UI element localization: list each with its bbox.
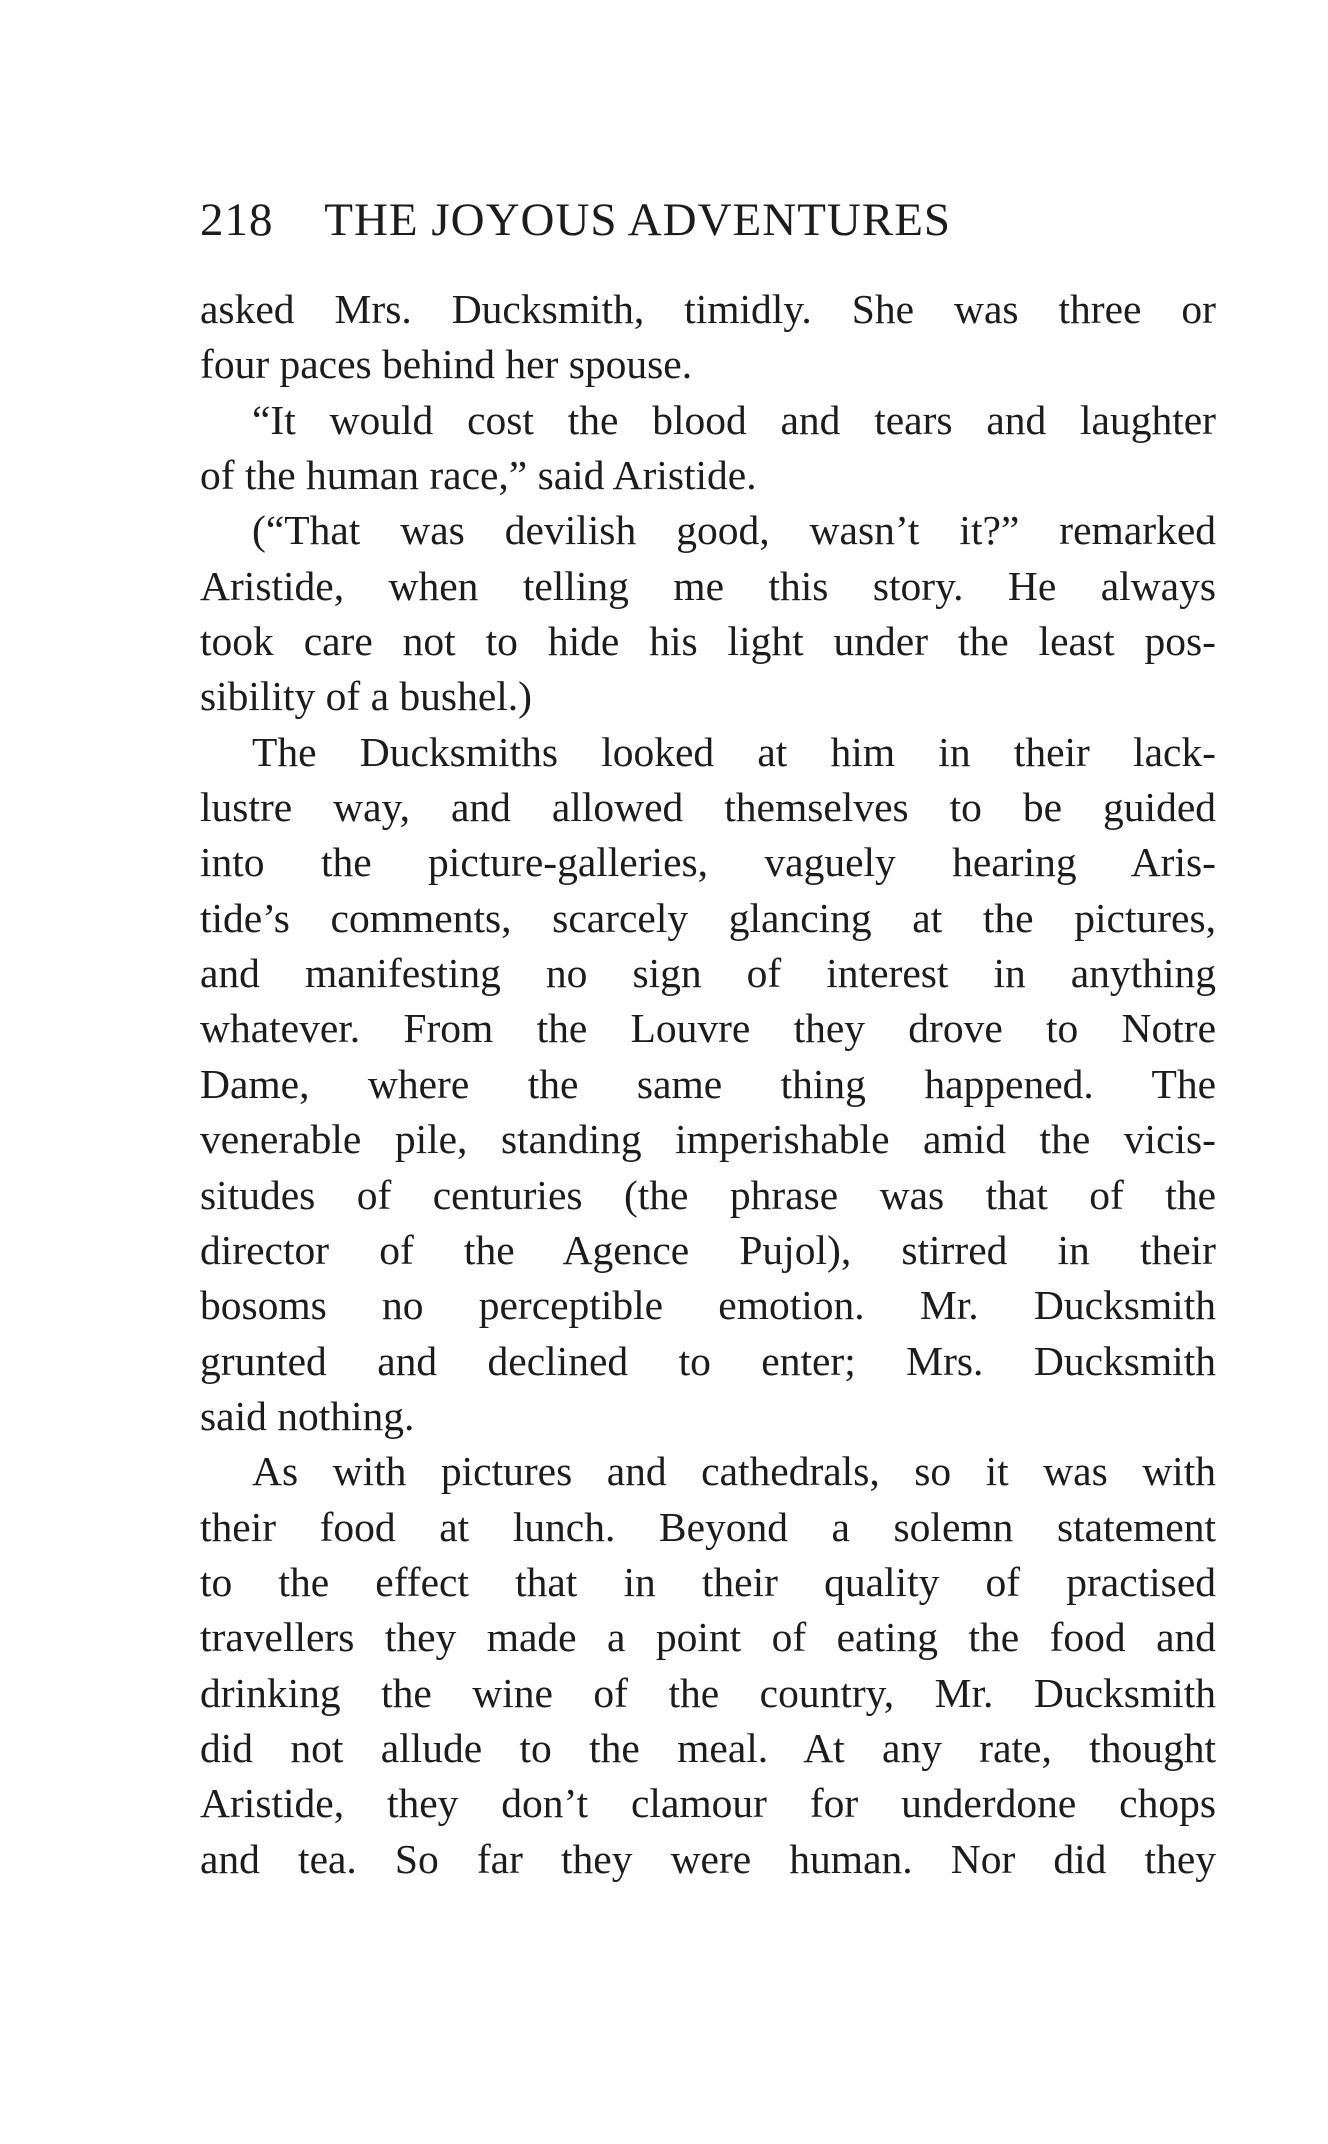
text-line: The Ducksmiths looked at him in their lack- [252, 728, 1216, 775]
text-line: sibility of a bushel.) [200, 673, 532, 720]
running-head [200, 190, 1080, 250]
text-line: and tea. So far they were human. Nor did they [200, 1835, 1216, 1882]
text-line: venerable pile, standing imperishable amid the vicis- [200, 1116, 1216, 1163]
text-line: said nothing. [200, 1392, 415, 1439]
text-line: and manifesting no sign of interest in anything [200, 950, 1216, 997]
text-line: (“That was devilish good, wasn’t it?” remarked [252, 507, 1216, 554]
text-line: travellers they made a point of eating the food and [200, 1614, 1216, 1661]
text-line: into the picture-galleries, vaguely hearing Aris- [200, 839, 1216, 886]
text-line: took care not to hide his light under the least pos- [200, 618, 1216, 665]
text-line: whatever. From the Louvre they drove to Notre [200, 1005, 1216, 1052]
text-line: of the human race,” said Aristide. [200, 452, 757, 499]
page-number: 218 [200, 194, 274, 246]
running-title: THE JOYOUS ADVENTURES [324, 194, 952, 246]
text-line: Aristide, they don’t clamour for underdone chops [200, 1780, 1216, 1827]
text-line: grunted and declined to enter; Mrs. Ducksmith [200, 1337, 1216, 1384]
text-line: their food at lunch. Beyond a solemn statement [200, 1503, 1216, 1550]
text-line: Dame, where the same thing happened. The [200, 1060, 1216, 1107]
text-line: drinking the wine of the country, Mr. Ducksmith [200, 1669, 1216, 1716]
body-text [200, 282, 1216, 1887]
text-line: As with pictures and cathedrals, so it was with [252, 1448, 1216, 1495]
text-line: “It would cost the blood and tears and laughter [252, 396, 1216, 443]
text-line: did not allude to the meal. At any rate, thought [200, 1724, 1216, 1771]
text-line: lustre way, and allowed themselves to be guided [200, 784, 1216, 831]
text-line: tide’s comments, scarcely glancing at the pictures, [200, 894, 1216, 941]
text-line: director of the Agence Pujol), stirred in their [200, 1226, 1216, 1273]
text-line: Aristide, when telling me this story. He always [200, 562, 1216, 609]
text-line: to the effect that in their quality of practised [200, 1558, 1216, 1605]
text-line: four paces behind her spouse. [200, 341, 693, 388]
text-line: situdes of centuries (the phrase was that of the [200, 1171, 1216, 1218]
text-line: bosoms no perceptible emotion. Mr. Ducksmith [200, 1282, 1216, 1329]
text-line: asked Mrs. Ducksmith, timidly. She was three or [200, 286, 1216, 332]
